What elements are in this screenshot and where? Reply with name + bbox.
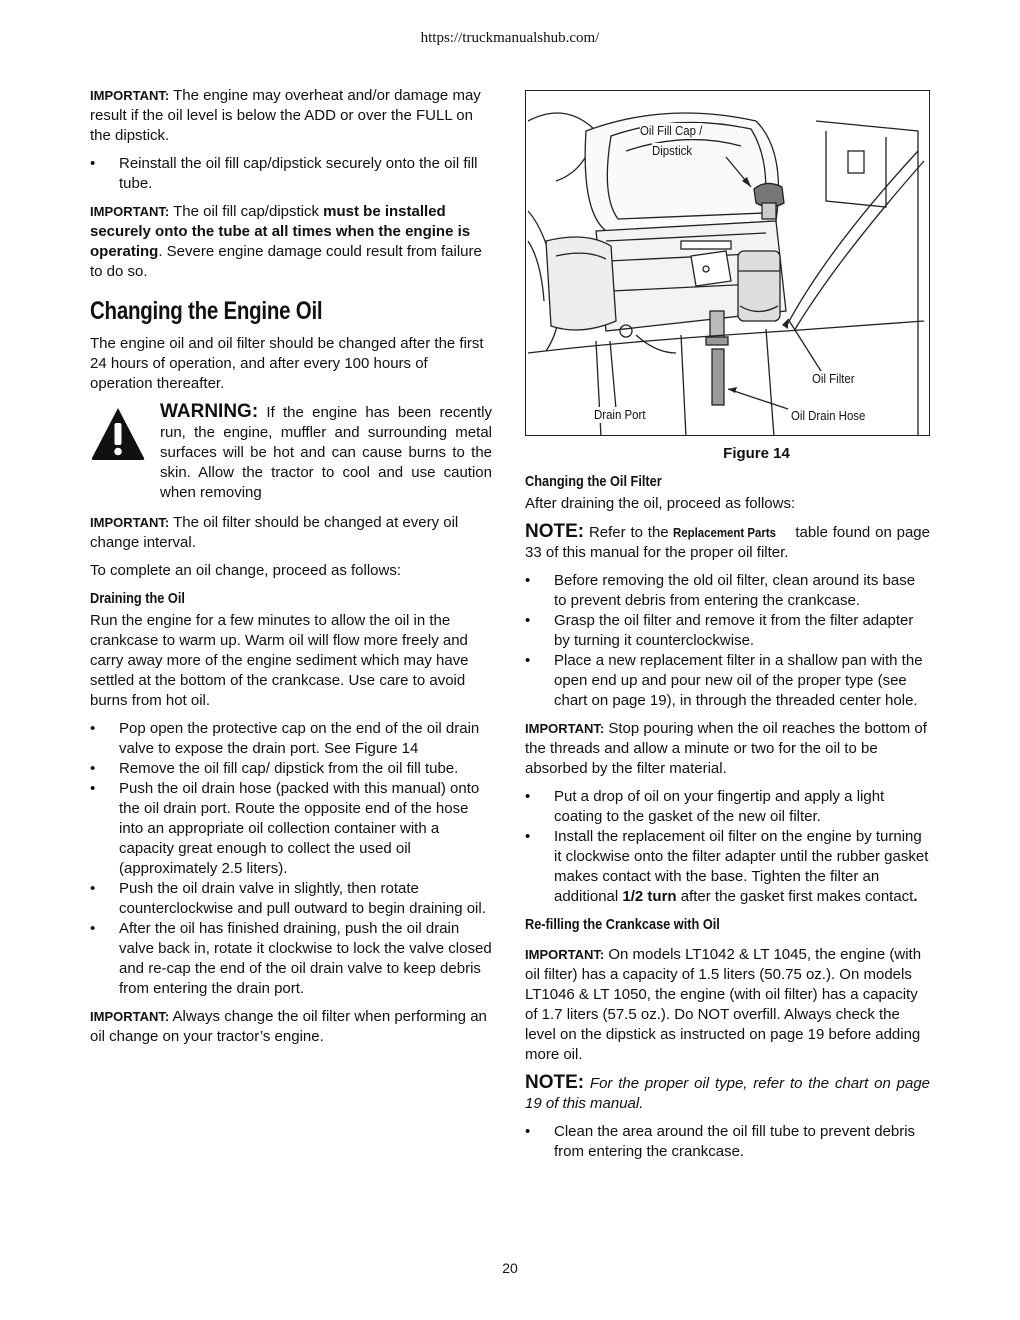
bullet-icon: •	[525, 1123, 531, 1140]
right-column	[525, 90, 930, 1170]
label-dipstick: Dipstick	[652, 143, 693, 158]
label-oil-filter: Oil Filter	[812, 371, 855, 386]
warning-body: If the engine has been recently run, the engine, muffler and surrounding metal surfaces will be hot and can cause burns to the skin. Allow the tractor to cool and use caution when removing	[160, 404, 492, 501]
label-oil-fill-cap: Oil Fill Cap /	[640, 123, 703, 138]
important-always-note	[90, 1007, 492, 1047]
important-dipstick-note	[90, 202, 492, 282]
warning-label: WARNING:	[160, 401, 259, 422]
draining-title: Draining the Oil	[90, 590, 185, 607]
list-item-text: Place a new replacement filter in a shallow pan with the open end up and pour new oil of the proper type (see chart on page 19), in through the threaded center hole.	[554, 652, 923, 709]
bullet-icon: •	[90, 155, 96, 172]
list-item-text: Put a drop of oil on your fingertip and apply a light coating to the gasket of the new oil filter.	[554, 788, 885, 825]
figure-14-illustration	[525, 90, 930, 436]
list-item	[525, 787, 930, 827]
list-item-text: Install the replacement oil filter on the engine by turning it clockwise onto the filter adapter until the rubber gasket makes contact with the base. Tighten the filter an additional	[554, 828, 929, 905]
figure-caption: Figure 14	[723, 445, 790, 462]
refill-list	[525, 1122, 930, 1162]
list-item-text: Pop open the protective cap on the end of the oil drain valve to expose the drain port. See Figure 14	[119, 720, 480, 757]
bullet-icon: •	[525, 828, 531, 845]
list-item-text: Push the oil drain valve in slightly, then rotate counterclockwise and pull outward to begin draining oil.	[119, 880, 486, 917]
list-item	[525, 571, 930, 611]
filter-install-list	[525, 787, 930, 907]
list-item-text: Grasp the oil filter and remove it from the filter adapter by turning it counterclockwise.	[554, 612, 914, 649]
bullet-icon: •	[90, 760, 96, 777]
bullet-icon: •	[90, 880, 96, 897]
draining-list	[90, 719, 492, 999]
list-item	[525, 611, 930, 651]
proceed-text: To complete an oil change, proceed as follows:	[90, 562, 402, 579]
engine-illustration	[526, 91, 930, 436]
important-capacity-note	[525, 945, 930, 1065]
intro-paragraph: The engine oil and oil filter should be changed after the first 24 hours of operation, and after every 100 hours of operation thereafter.	[90, 335, 484, 392]
bullet-icon: •	[525, 612, 531, 629]
source-url[interactable]: https://truckmanualshub.com/	[420, 30, 600, 46]
note-text: table found on page 33 of this manual for the proper oil filter.	[525, 524, 930, 561]
list-item	[525, 651, 930, 711]
important-label: IMPORTANT:	[525, 721, 605, 736]
list-item	[90, 879, 492, 919]
important-label: IMPORTANT:	[90, 515, 170, 530]
list-item	[90, 759, 492, 779]
page-number: 20	[502, 1260, 518, 1276]
list-item-text: after the gasket first makes contact	[676, 888, 914, 905]
note-label: NOTE:	[525, 521, 585, 542]
list-item-text: Clean the area around the oil fill tube to prevent debris from entering the crankcase.	[554, 1123, 916, 1160]
left-column	[90, 86, 492, 1055]
list-item-text: Reinstall the oil fill cap/dipstick securely onto the oil fill tube.	[119, 155, 478, 192]
filter-list	[525, 571, 930, 711]
refill-title: Re-filling the Crankcase with Oil	[525, 916, 720, 933]
list-item-bold-text: 1/2 turn	[622, 888, 677, 905]
filter-intro: After draining the oil, proceed as follows:	[525, 495, 796, 512]
section-title: Changing the Engine Oil	[90, 297, 323, 325]
note-text: For the proper oil type, refer to the chart on page 19 of this manual.	[525, 1075, 930, 1112]
important-label: IMPORTANT:	[90, 88, 170, 103]
changing-filter-title: Changing the Oil Filter	[525, 473, 662, 490]
list-item-text: Push the oil drain hose (packed with this manual) onto the oil drain port. Route the opposite end of the hose into an appropriate oil collection container with a capacity great enough to collect the used oil (approximately 2.5 liters).	[119, 780, 480, 877]
list-item-text: Before removing the old oil filter, clean around its base to prevent debris from entering the crankcase.	[554, 572, 916, 609]
bullet-icon: •	[525, 572, 531, 589]
list-item	[90, 154, 492, 194]
note-text: Refer to the	[584, 524, 674, 541]
label-drain-port: Drain Port	[594, 407, 646, 422]
important-text: Stop pouring when the oil reaches the bottom of the threads and allow a minute or two for the oil to be absorbed by the filter material.	[525, 720, 927, 777]
warning-text	[160, 402, 492, 503]
bullet-icon: •	[525, 788, 531, 805]
important-stop-pouring	[525, 719, 930, 779]
bullet-icon: •	[90, 780, 96, 797]
list-item-text: Remove the oil fill cap/ dipstick from the oil fill tube.	[119, 760, 459, 777]
important-text: The engine may overheat and/or damage may result if the oil level is below the ADD or over the FULL on the dipstick.	[90, 87, 481, 144]
important-label: IMPORTANT:	[90, 204, 170, 219]
important-text: On models LT1042 & LT 1045, the engine (with oil filter) has a capacity of 1.5 liters (50.75 oz.). On models LT1046 & LT 1050, the engine (with oil filter) has a capacity of 1.7 liters (57.5 oz.). Do NOT overfill. Always check the level on the dipstick as instructed on page 19 before adding more oil.	[525, 946, 922, 1063]
warning-block	[90, 402, 492, 503]
draining-paragraph: Run the engine for a few minutes to allow the oil in the crankcase to warm up. Warm oil will flow more freely and carry away more of the engine sediment which may have settled at the bottom of the crankcase. Use care to avoid burns from hot oil.	[90, 612, 469, 709]
reinstall-list	[90, 154, 492, 194]
important-bold-text: must be installed securely onto the tube at all times when the engine is operating	[90, 203, 471, 260]
important-text: . Severe engine damage could result from failure to do so.	[90, 243, 482, 280]
list-item	[525, 827, 930, 907]
label-oil-drain-hose: Oil Drain Hose	[791, 408, 866, 423]
list-item	[90, 779, 492, 879]
note-bold-text: Replacement Parts	[673, 525, 777, 540]
list-item	[90, 919, 492, 999]
important-text: The oil fill cap/dipstick	[169, 203, 324, 220]
bullet-icon: •	[525, 652, 531, 669]
important-label: IMPORTANT:	[90, 1009, 170, 1024]
list-item	[90, 719, 492, 759]
list-item	[525, 1122, 930, 1162]
bullet-icon: •	[90, 720, 96, 737]
important-filter-note	[90, 513, 492, 553]
note-label: NOTE:	[525, 1072, 585, 1093]
list-item-text: After the oil has finished draining, push the oil drain valve back in, rotate it clockwise to lock the valve closed and re-cap the end of the oil drain valve to keep debris from entering the drain port.	[119, 920, 492, 997]
bullet-icon: •	[90, 920, 96, 937]
important-label: IMPORTANT:	[525, 947, 605, 962]
list-item-bold-text: .	[913, 888, 918, 905]
warning-triangle-icon	[90, 406, 146, 462]
note-replacement-parts	[525, 522, 930, 563]
important-text: Always change the oil filter when performing an oil change on your tractor’s engine.	[90, 1008, 487, 1045]
important-overheat-note	[90, 86, 492, 146]
important-text: The oil filter should be changed at every oil change interval.	[90, 514, 459, 551]
note-oil-type	[525, 1073, 930, 1114]
